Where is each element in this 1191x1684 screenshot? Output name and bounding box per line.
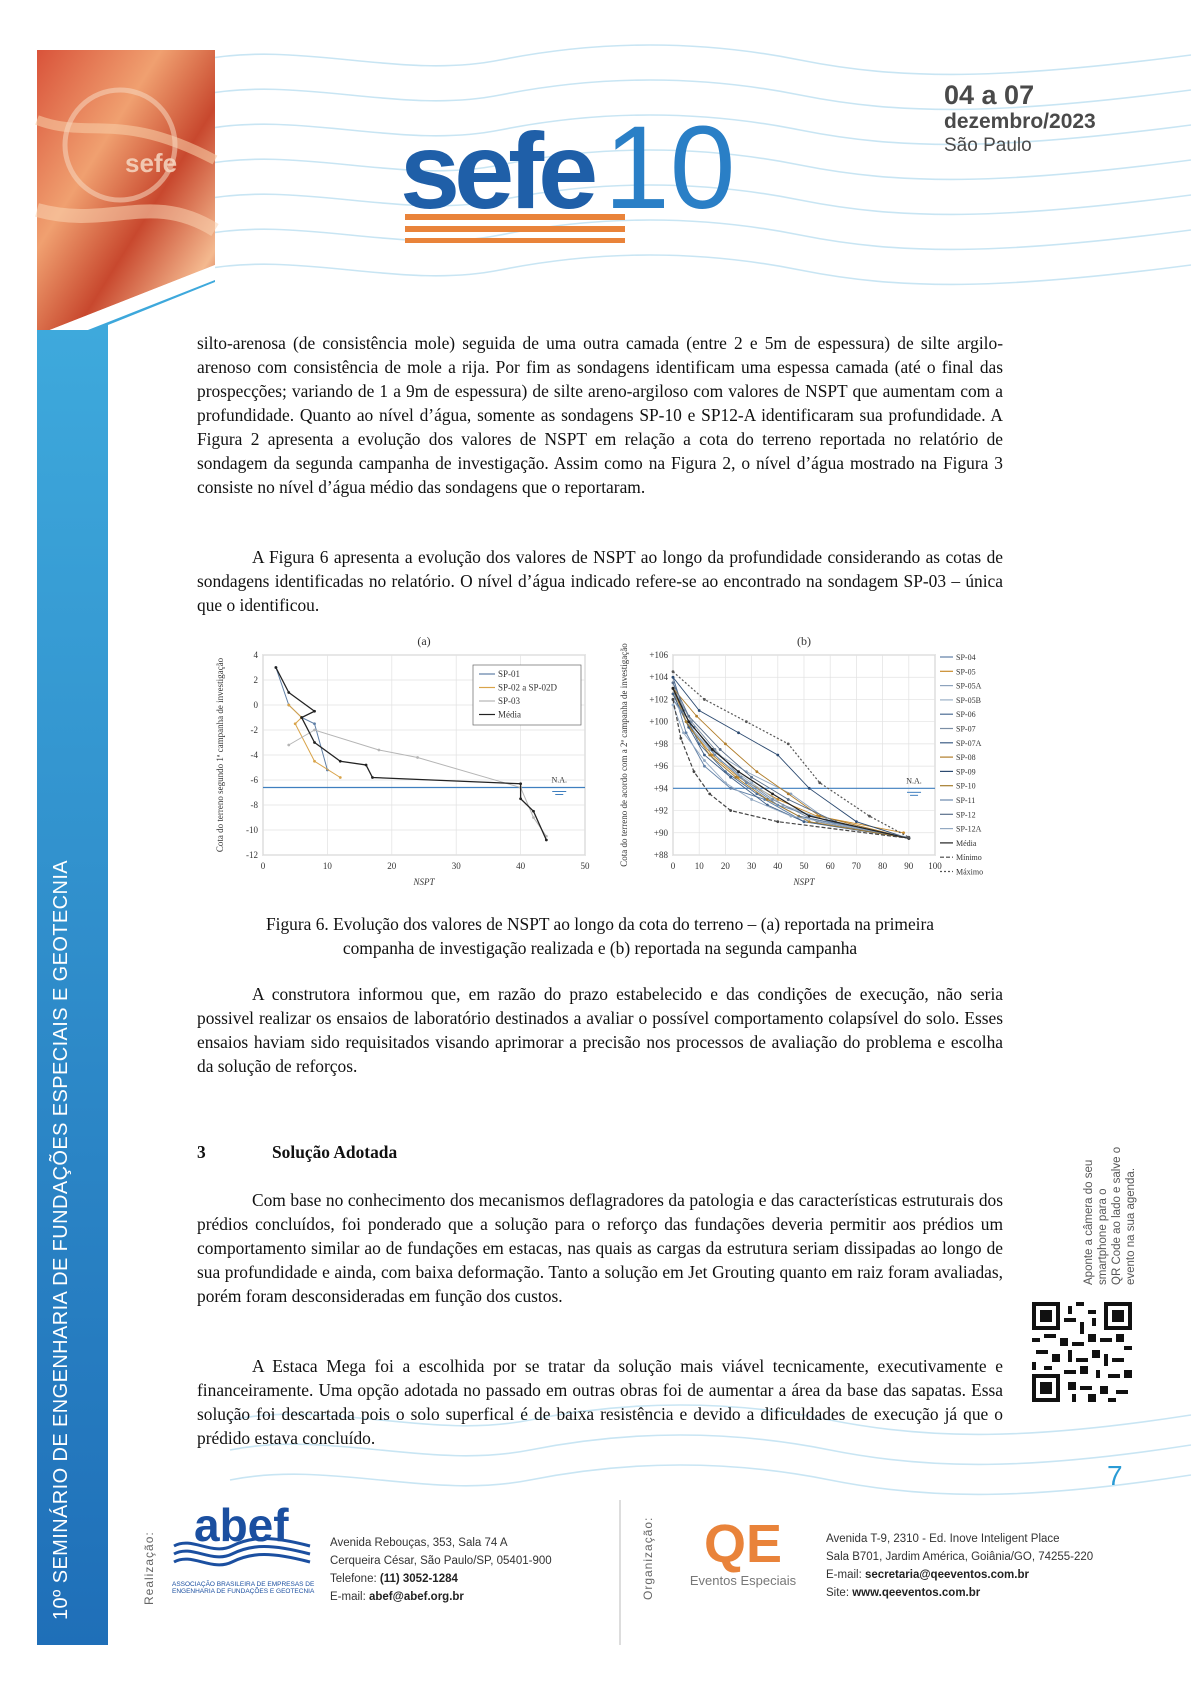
y-tick-label: -10 [246,825,258,835]
legend-label: SP-02 a SP-02D [498,682,558,693]
x-tick-label: 30 [451,861,461,871]
legend-label: SP-07 [956,724,976,734]
legend-label: SP-07A [956,738,982,748]
legend-label: SP-04 [956,653,976,662]
data-point [339,760,342,763]
data-point [729,776,732,779]
legend-label: SP-01 [498,669,521,679]
data-point [672,681,675,684]
y-tick-label: 4 [253,650,258,660]
data-point [745,781,748,784]
y-tick-label: 2 [253,675,258,685]
paragraph-2: A Figura 6 apresenta a evolução dos valores de NSPT ao longo da profundidade considerando as cotas de sondagens identificadas no relatório. O nível d’água indicado refere-se ao encontrado na sondagem SP-03 – única que o identificou. [197,547,1003,615]
event-logo-text: sefe [400,110,593,231]
abef-address-2: Cerqueira César, São Paulo/SP, 05401-900 [330,1555,552,1567]
x-axis-label: NSPT [413,877,435,887]
abef-email-line: E-mail: abef@abef.org.br [330,1591,464,1603]
data-point [737,770,740,773]
event-dates [944,80,1096,158]
data-point [672,692,675,695]
data-point [545,839,548,842]
legend-label: SP-12 [956,810,976,820]
data-point [755,770,758,773]
realizacao-label: Realização: [142,1531,156,1605]
qr-note-line: QR Code ao lado e salve o [1111,1146,1123,1285]
data-point [685,720,688,723]
water-level-label: N.A. [906,776,922,786]
qr-note-line: Aponte a câmera do seu [1083,1159,1095,1285]
data-point [737,731,740,734]
x-tick-label: 50 [580,861,590,871]
month-year: dezembro/2023 [944,110,1096,133]
data-point [790,815,793,818]
data-point [724,781,727,784]
data-point [708,754,711,757]
y-tick-label: -2 [250,725,258,735]
data-point [672,676,675,679]
data-point [808,815,811,818]
data-point [365,764,368,767]
data-point [750,776,753,779]
data-point [771,792,774,795]
data-point [416,756,419,759]
legend [473,665,581,725]
section-title: Solução Adotada [272,1142,398,1162]
qr-note-line: smartphone para o [1097,1188,1109,1285]
y-tick-label: +100 [649,716,668,727]
qe-site-line: Site: www.qeeventos.com.br [826,1587,981,1599]
abef-contact [330,1534,552,1606]
x-tick-label: 10 [694,861,704,871]
data-point [787,798,790,801]
paragraph-3: A construtora informou que, em razão do prazo estabelecido e das condições de execução, não seria possivel realizar os ensaios de laboratório destinados a avaliar o possível comportamento colapsível do solo. Esses ensaios haviam sido requisitados visando aprimorar a precisão nos processos de avaliação do problema e escolha da solução de reforços. [197,984,1003,1076]
data-point [703,698,706,701]
data-point [287,691,290,694]
y-tick-label: -12 [246,850,258,860]
water-level-label: N.A. [551,775,568,785]
data-point [776,804,779,807]
data-point [693,770,696,773]
qe-email[interactable]: secretaria@qeeventos.com.br [864,1569,1029,1581]
x-tick-label: 100 [928,861,942,871]
data-point [724,742,727,745]
y-tick-label: -8 [250,800,258,810]
legend-label: SP-08 [956,753,976,763]
data-point [672,698,675,701]
legend-label: Mínimo [956,853,982,863]
legend-label: SP-10 [956,781,976,791]
qe-address-1: Avenida T-9, 2310 - Ed. Inove Inteligent Place [826,1533,1060,1545]
y-tick-label: +92 [653,805,668,816]
paragraph-5: A Estaca Mega foi a escolhida por se tratar da solução mais viável tecnicamente, executivamente e financeiramente. Uma opção adotada no passado em outras obras foi de aumentar a área da base das sapatas. Essa solução foi descartada pois o solo superfical é de baixa resistência e devido a dificuldades de execução já que o prédido estava concluído. [197,1356,1003,1448]
data-point [818,781,821,784]
data-point [313,710,316,713]
data-point [729,809,732,812]
data-point [907,836,910,839]
x-tick-label: 20 [720,861,730,871]
x-tick-label: 0 [260,861,266,871]
abef-phone-line: Telefone: (11) 3052-1284 [330,1573,458,1585]
abef-logo-text: abef [194,1499,289,1551]
y-tick-label: -6 [250,775,258,785]
data-point [371,776,374,779]
x-tick-label: 40 [516,861,526,871]
y-tick-label: +88 [653,850,668,860]
chart-a [205,625,605,897]
legend-label: SP-05B [956,695,981,705]
data-point [532,816,535,819]
paragraph-1: silto-arenosa (de consistência mole) seguida de uma outra camada (entre 2 e 5m de espessura) de silte argilo-arenoso com consistência de mole a rija. Por fim as sondagens identificam uma espessa camada (até o final das prospecções; variando de 1 a 9m de espessura) de silte areno-argiloso com valores de NSPT que aumentam com a profundidade. Quanto ao nível d’água, somente as sondagens SP-10 e SP12-A identificaram sua profundidade. A Figura 2 apresenta a evolução dos valores de NSPT em relação a cota do terreno reportada no relatório de sondagem da segunda campanha de investigação. Assim como na Figura 2, o nível d’água mostrado na Figura 3 consiste no nível d’água médio das sondagens que o reportaram. [197,333,1003,497]
data-point [698,709,701,712]
chart-b [615,625,1010,897]
x-axis-label: NSPT [793,877,815,887]
badge-text: sefe [125,148,178,178]
data-point [695,715,698,718]
data-point [703,765,706,768]
data-point [672,687,675,690]
data-point [776,754,779,757]
data-point [803,820,806,823]
data-point [703,754,706,757]
x-tick-label: 40 [773,861,783,871]
data-point [313,760,316,763]
x-tick-label: 50 [799,861,809,871]
y-tick-label: +102 [649,694,668,705]
qr-note-line: evento na sua agenda. [1125,1167,1137,1285]
qe-email-line: E-mail: secretaria@qeeventos.com.br [826,1569,1029,1581]
figure-caption-line-2: companha de investigação realizada e (b) reportada na segunda campanha [342,938,858,958]
panel-label: (b) [797,634,811,648]
data-point [294,722,297,725]
abef-address-1: Avenida Rebouças, 353, Sala 74 A [330,1537,508,1549]
data-point [711,748,714,751]
qr-code[interactable] [1032,1302,1132,1402]
y-tick-label: +96 [653,761,668,772]
section-heading [197,1142,397,1163]
legend-label: Máximo [956,867,984,877]
abef-subtitle-1: ASSOCIAÇÃO BRASILEIRA DE EMPRESAS DE [172,1581,315,1588]
data-point [776,820,779,823]
data-point [714,754,717,757]
x-tick-label: 30 [747,861,757,871]
legend-label: SP-03 [498,696,521,706]
data-point [685,731,688,734]
data-point [729,787,732,790]
legend-label: Média [956,838,977,848]
data-point [687,715,690,718]
data-point [708,792,711,795]
abef-email[interactable]: abef@abef.org.br [368,1591,464,1603]
data-point [750,798,753,801]
data-point [808,820,811,823]
abef-phone[interactable]: (11) 3052-1284 [379,1573,458,1585]
legend-label: SP-06 [956,710,976,720]
qe-address-2: Sala B701, Jardim América, Goiânia/GO, 74255-220 [826,1551,1094,1563]
page-number: 7 [1107,1460,1123,1491]
legend-label: SP-12A [956,824,982,834]
data-point [787,792,790,795]
x-tick-label: 80 [878,861,888,871]
data-point [313,729,316,732]
data-point [808,787,811,790]
legend-label: SP-05 [956,667,976,677]
data-point [703,759,706,762]
data-point [532,810,535,813]
y-tick-label: +94 [653,783,668,794]
legend [940,653,983,877]
data-point [313,741,316,744]
event-logo-number: 10 [604,102,736,234]
panel-label: (a) [417,634,431,648]
data-point [672,670,675,673]
x-tick-label: 90 [904,861,914,871]
data-point [313,722,316,725]
qe-logo [678,1515,808,1588]
x-tick-label: 10 [322,861,332,871]
x-tick-label: 0 [670,861,676,871]
data-point [687,720,690,723]
data-point [679,737,682,740]
x-tick-label: 20 [387,861,397,871]
city: São Paulo [944,135,1032,156]
data-point [734,776,737,779]
abef-logo [172,1499,315,1595]
legend-label: SP-09 [956,767,976,777]
paragraph-4: Com base no conhecimento dos mecanismos deflagradores da patologia e das características estruturais dos prédios concluídos, foi ponderado que a solução para o reforço das fundações deveria permitir aos prédios um comportamento similar ao de fundações em estacas, nas quais as cargas da estrutura seriam dissipadas ao longo de sua profundidade e ainda, com baixa deformação. Tanto a solução em Jet Grouting quanto em raiz foram avaliadas, porém foram desconsideradas em função dos custos. [197,1190,1003,1306]
y-tick-label: +90 [653,827,668,838]
data-point [300,716,303,719]
x-tick-label: 60 [825,861,835,871]
data-point [519,782,522,785]
data-point [719,748,722,751]
y-tick-label: +98 [653,738,668,749]
data-point [378,749,381,752]
data-point [274,666,277,669]
organizacao-label: Organização: [641,1516,655,1600]
y-tick-label: +104 [649,672,668,683]
qe-site[interactable]: www.qeeventos.com.br [852,1587,981,1599]
data-point [855,820,858,823]
y-axis-label: Cota do terreno segundo 1ª campanha de investigação [215,657,225,853]
data-point [287,744,290,747]
data-point [519,797,522,800]
x-tick-label: 70 [851,861,861,871]
data-point [339,776,342,779]
data-point [787,742,790,745]
qe-subtitle: Eventos Especiais [689,1573,797,1588]
y-tick-label: +106 [649,650,668,660]
date-range: 04 a 07 [944,80,1035,110]
sidebar-title: 10º SEMINÁRIO DE ENGENHARIA DE FUNDAÇÕES ESPECIAIS E GEOTECNIA [50,859,72,1620]
legend-label: SP-11 [956,796,976,805]
data-point [868,815,871,818]
section-number: 3 [197,1142,206,1162]
figure-caption-line-1: Figura 6. Evolução dos valores de NSPT ao longo da cota do terreno – (a) reportada na primeira [265,914,935,934]
event-logo [400,102,736,234]
data-point [745,720,748,723]
y-tick-label: 0 [253,700,258,710]
data-point [287,704,290,707]
abef-subtitle-2: ENGENHARIA DE FUNDAÇÕES E GEOTECNIA [172,1588,315,1595]
y-axis-label: Cota do terreno de acordo com a 2ª campanha de investigação [619,643,629,867]
legend-label: Média [498,709,521,720]
legend-label: SP-05A [956,681,982,691]
qe-logo-text: QE [703,1514,783,1574]
qe-contact [826,1530,1093,1602]
qr-note [1082,1147,1138,1285]
data-point [682,731,685,734]
y-tick-label: -4 [250,750,258,760]
